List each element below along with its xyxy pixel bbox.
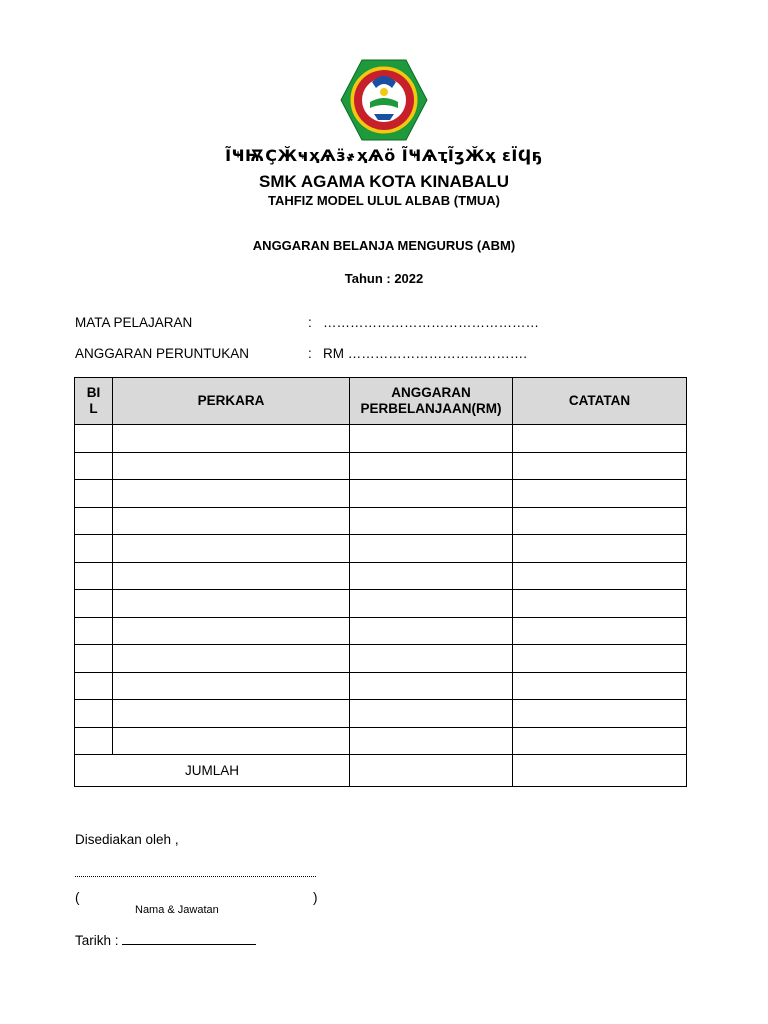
total-row	[75, 755, 687, 787]
bil-cell	[75, 562, 113, 590]
date-field	[75, 932, 256, 948]
date-label: Tarikh :	[75, 933, 119, 948]
table-row	[75, 452, 687, 480]
school-subtitle: TAHFIZ MODEL ULUL ALBAB (TMUA)	[267, 193, 501, 208]
prepared-by-label: Disediakan oleh ,	[75, 832, 179, 847]
table-body	[75, 425, 687, 787]
catatan-cell	[513, 672, 687, 700]
table-row	[75, 425, 687, 453]
table-row	[75, 590, 687, 618]
perkara-cell	[113, 590, 350, 618]
catatan-cell	[513, 617, 687, 645]
table-row	[75, 617, 687, 645]
col-header-bil: BI L	[75, 378, 113, 425]
anggaran-cell	[350, 672, 513, 700]
paren-open: (	[75, 890, 80, 905]
anggaran-cell	[350, 535, 513, 563]
subject-colon: :	[308, 315, 312, 330]
anggaran-cell	[350, 700, 513, 728]
date-line	[122, 932, 256, 945]
anggaran-cell	[350, 590, 513, 618]
bil-cell	[75, 425, 113, 453]
anggaran-cell	[350, 452, 513, 480]
col-header-catatan: CATATAN	[513, 378, 687, 425]
bil-cell	[75, 535, 113, 563]
subject-value: …………………………………………	[323, 315, 539, 330]
bil-cell	[75, 507, 113, 535]
col-header-perkara: PERKARA	[113, 378, 350, 425]
bil-cell	[75, 590, 113, 618]
arabic-school-name: ĨҸѬҪӁҹҳѦӟ҂ҳѦӧ ĨҸѦҭĨӡӁҳ εÏϤҕ	[225, 146, 543, 165]
perkara-cell	[113, 645, 350, 673]
name-position-label: Nama & Jawatan	[135, 904, 219, 916]
anggaran-cell	[350, 480, 513, 508]
anggaran-cell	[350, 562, 513, 590]
catatan-cell	[513, 590, 687, 618]
catatan-cell	[513, 727, 687, 755]
catatan-cell	[513, 452, 687, 480]
catatan-cell	[513, 535, 687, 563]
total-label: JUMLAH	[75, 755, 350, 787]
bil-cell	[75, 480, 113, 508]
perkara-cell	[113, 700, 350, 728]
perkara-cell	[113, 535, 350, 563]
allocation-label: ANGGARAN PERUNTUKAN	[75, 346, 250, 361]
table-row	[75, 700, 687, 728]
catatan-cell	[513, 645, 687, 673]
anggaran-cell	[350, 425, 513, 453]
table-row	[75, 507, 687, 535]
perkara-cell	[113, 507, 350, 535]
perkara-cell	[113, 727, 350, 755]
paren-close: )	[313, 890, 318, 905]
table-row	[75, 562, 687, 590]
bil-cell	[75, 645, 113, 673]
school-crest-logo	[340, 58, 428, 142]
bil-cell	[75, 452, 113, 480]
perkara-cell	[113, 425, 350, 453]
document-title: ANGGARAN BELANJA MENGURUS (ABM)	[252, 238, 516, 253]
school-name: SMK AGAMA KOTA KINABALU	[259, 172, 509, 191]
perkara-cell	[113, 452, 350, 480]
table-header-row	[75, 378, 687, 425]
anggaran-cell	[350, 507, 513, 535]
anggaran-cell	[350, 645, 513, 673]
catatan-cell	[513, 562, 687, 590]
bil-cell	[75, 727, 113, 755]
total-notes-cell	[513, 755, 687, 787]
allocation-colon: :	[308, 346, 312, 361]
catatan-cell	[513, 507, 687, 535]
perkara-cell	[113, 562, 350, 590]
anggaran-cell	[350, 617, 513, 645]
table-row	[75, 535, 687, 563]
perkara-cell	[113, 617, 350, 645]
budget-table	[74, 377, 687, 787]
signature-line	[75, 876, 316, 877]
allocation-value: RM ………………………………….	[323, 346, 527, 361]
bil-cell	[75, 672, 113, 700]
subject-label: MATA PELAJARAN	[75, 315, 193, 330]
col-header-anggaran: ANGGARAN PERBELANJAAN(RM)	[350, 378, 513, 425]
perkara-cell	[113, 480, 350, 508]
catatan-cell	[513, 425, 687, 453]
table-row	[75, 480, 687, 508]
table-row	[75, 645, 687, 673]
bil-cell	[75, 617, 113, 645]
catatan-cell	[513, 700, 687, 728]
catatan-cell	[513, 480, 687, 508]
year-line: Tahun : 2022	[344, 271, 424, 286]
bil-cell	[75, 700, 113, 728]
table-row	[75, 727, 687, 755]
anggaran-cell	[350, 727, 513, 755]
total-amount-cell	[350, 755, 513, 787]
perkara-cell	[113, 672, 350, 700]
table-row	[75, 672, 687, 700]
